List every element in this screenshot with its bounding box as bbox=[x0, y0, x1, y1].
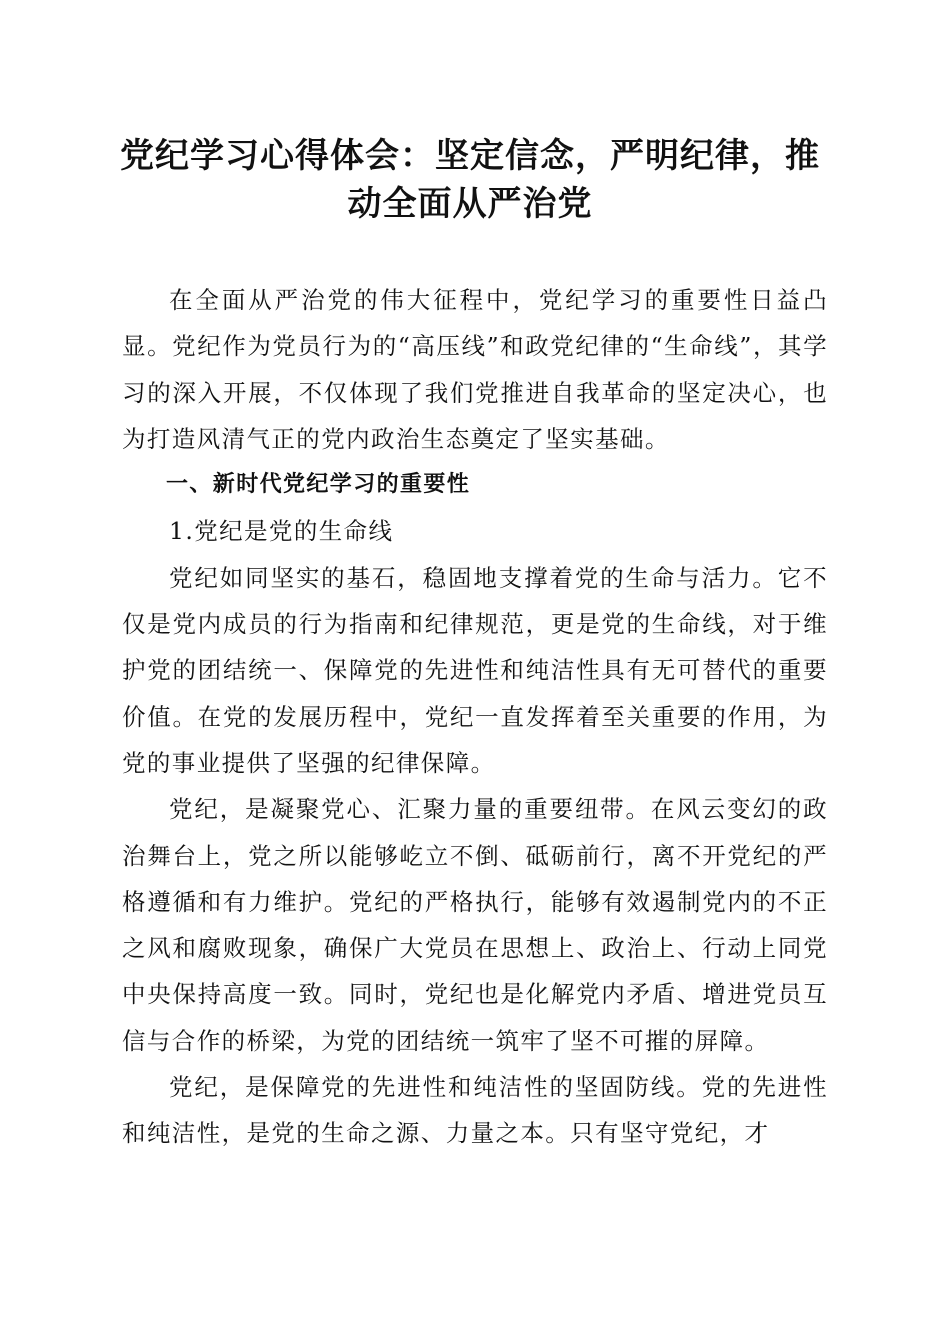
body-paragraph: 党纪，是凝聚党心、汇聚力量的重要纽带。在风云变幻的政治舞台上，党之所以能够屹立不倒、砥砺前行，离不开党纪的严格遵循和有力维护。党纪的严格执行，能够有效遏制党内的不正之风和腐败现象，确保广大党员在思想上、政治上、行动上同党中央保持高度一致。同时，党纪也是化解党内矛盾、增进党员互信与合作的桥梁，为党的团结统一筑牢了坚不可摧的屏障。 bbox=[122, 795, 828, 1055]
title-line-2: 动全面从严治党 bbox=[347, 184, 593, 224]
body-paragraph: 党纪，是保障党的先进性和纯洁性的坚固防线。党的先进性和纯洁性，是党的生命之源、力量之本。只有坚守党纪，才 bbox=[122, 1073, 828, 1148]
title-line-1: 党纪学习心得体会：坚定信念，严明纪律，推 bbox=[120, 136, 820, 176]
document-title bbox=[110, 132, 830, 228]
section-heading: 一、新时代党纪学习的重要性 bbox=[166, 472, 471, 498]
document-body bbox=[122, 277, 828, 1157]
body-paragraph: 党纪如同坚实的基石，稳固地支撑着党的生命与活力。它不仅是党内成员的行为指南和纪律规范，更是党的生命线，对于维护党的团结统一、保障党的先进性和纯洁性具有无可替代的重要价值。在党的发展历程中，党纪一直发挥着至关重要的作用，为党的事业提供了坚强的纪律保障。 bbox=[122, 563, 828, 777]
subsection-heading: 1.党纪是党的生命线 bbox=[169, 517, 394, 546]
intro-paragraph: 在全面从严治党的伟大征程中，党纪学习的重要性日益凸显。党纪作为党员行为的“高压线”和政党纪律的“生命线”，其学习的深入开展，不仅体现了我们党推进自我革命的坚定决心，也为打造风清气正的党内政治生态奠定了坚实基础。 bbox=[122, 286, 828, 453]
